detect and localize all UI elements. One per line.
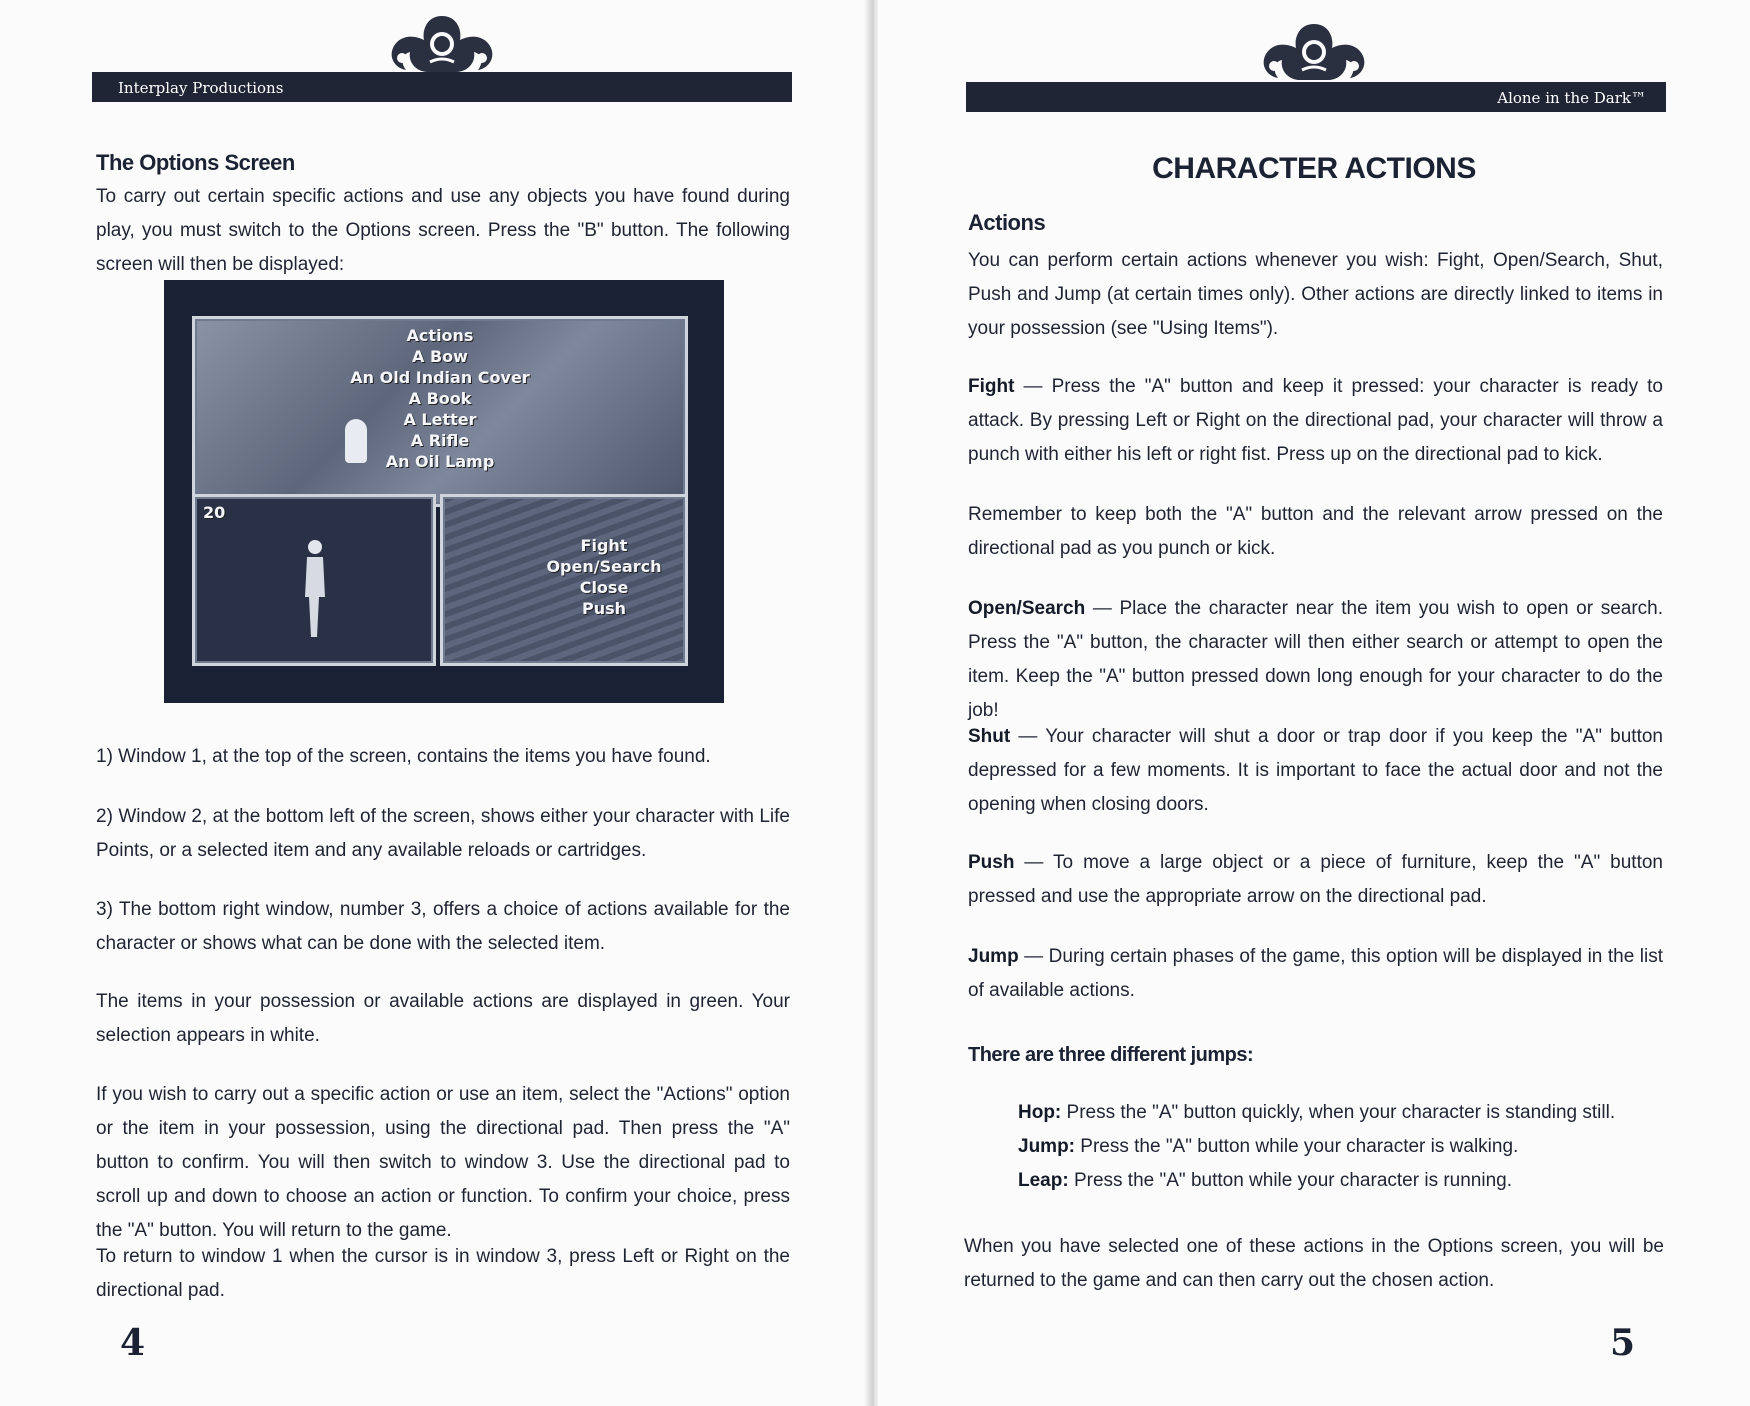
inventory-item: A Book bbox=[408, 389, 472, 408]
right-header-bar bbox=[966, 82, 1666, 112]
jump-type-jump: Jump: Press the "A" button while your character is walking. bbox=[1018, 1136, 1519, 1157]
inventory-item: An Oil Lamp bbox=[385, 452, 495, 471]
action-open-search: Open/Search — Place the character near the item you wish to open or search. Press the "A" button, the character will then either search or attempt to open the item. Keep the "A" button pressed down long enough for your character to do the job! bbox=[968, 598, 1663, 721]
page-number: 5 bbox=[1610, 1322, 1636, 1364]
inventory-item: A Letter bbox=[403, 410, 477, 429]
paragraph: 1) Window 1, at the top of the screen, contains the items you have found. bbox=[96, 746, 711, 767]
jump-type-leap: Leap: Press the "A" button while your character is running. bbox=[1018, 1170, 1513, 1191]
crest-ornament-icon bbox=[1244, 18, 1384, 88]
subsection-title: Actions bbox=[968, 210, 1046, 235]
inventory-item: A Bow bbox=[412, 347, 468, 366]
inventory-item: A Rifle bbox=[410, 431, 470, 450]
action-shut: Shut — Your character will shut a door or trap door if you keep the "A" button depressed for a few moments. It is important to face the actual door and not the opening when closing doors. bbox=[968, 726, 1663, 815]
action-jump: Jump — During certain phases of the game, this option will be displayed in the list of available actions. bbox=[968, 946, 1663, 1001]
right-page bbox=[878, 0, 1750, 1406]
paragraph: 2) Window 2, at the bottom left of the screen, shows either your character with Life Points, or a selected item and any available reloads or cartridges. bbox=[96, 806, 790, 861]
character-figure-icon bbox=[295, 537, 335, 647]
jumps-heading: There are three different jumps: bbox=[968, 1044, 1254, 1066]
action-note: Remember to keep both the "A" button and the relevant arrow pressed on the directional pad as you punch or kick. bbox=[968, 504, 1663, 559]
section-title: The Options Screen bbox=[96, 150, 295, 175]
options-screen-image bbox=[164, 280, 724, 703]
paragraph: If you wish to carry out a specific action or use an item, select the "Actions" option or the item in your possession, using the directional pad. Then press the "A" button to confirm. You will then switch to window 3. Use the directional pad to scroll up and down to choose an action or function. To confirm your choice, press the "A" button. You will return to the game. bbox=[96, 1084, 790, 1241]
action-fight: Fight — Press the "A" button and keep it pressed: your character is ready to attack. By pressing Left or Right on the directional pad, your character will throw a punch with either his left or right fist. Press up on the directional pad to kick. bbox=[968, 376, 1663, 465]
jump-type-hop: Hop: Press the "A" button quickly, when your character is standing still. bbox=[1018, 1102, 1616, 1123]
window-2-character bbox=[192, 494, 436, 666]
window-3-actions bbox=[440, 494, 688, 666]
left-header-bar bbox=[92, 72, 792, 102]
action-item: Push bbox=[581, 599, 627, 618]
page-number: 4 bbox=[120, 1322, 146, 1364]
left-page bbox=[0, 0, 870, 1406]
intro-paragraph: To carry out certain specific actions and use any objects you have found during play, you must switch to the Options screen. Press the "B" button. The following screen will then be displayed: bbox=[96, 186, 790, 275]
paragraph: 3) The bottom right window, number 3, offers a choice of actions available for the character or shows what can be done with the selected item. bbox=[96, 899, 790, 954]
action-item: Open/Search bbox=[546, 557, 662, 576]
intro-paragraph: You can perform certain actions whenever you wish: Fight, Open/Search, Shut, Push and Jump (at certain times only). Other actions are directly linked to items in your possession (see "Using Items"). bbox=[968, 250, 1663, 339]
inventory-item: An Old Indian Cover bbox=[350, 368, 530, 387]
game-title-header: Alone in the Dark™ bbox=[1497, 89, 1646, 107]
action-push: Push — To move a large object or a piece of furniture, keep the "A" button pressed and use the appropriate arrow on the directional pad. bbox=[968, 852, 1663, 907]
paragraph: The items in your possession or available actions are displayed in green. Your selection appears in white. bbox=[96, 991, 790, 1046]
actions-title: Actions bbox=[406, 326, 474, 345]
window-1-items bbox=[192, 316, 688, 507]
action-item: Close bbox=[579, 578, 629, 597]
page-title: CHARACTER ACTIONS bbox=[1152, 152, 1476, 185]
paragraph: To return to window 1 when the cursor is in window 3, press Left or Right on the directional pad. bbox=[96, 1246, 790, 1301]
closing-paragraph: When you have selected one of these actions in the Options screen, you will be returned to the game and can then carry out the chosen action. bbox=[964, 1236, 1664, 1291]
life-points: 20 bbox=[203, 503, 226, 522]
publisher-header: Interplay Productions bbox=[118, 79, 284, 97]
action-item: Fight bbox=[580, 536, 628, 555]
crest-ornament-icon bbox=[372, 10, 512, 80]
